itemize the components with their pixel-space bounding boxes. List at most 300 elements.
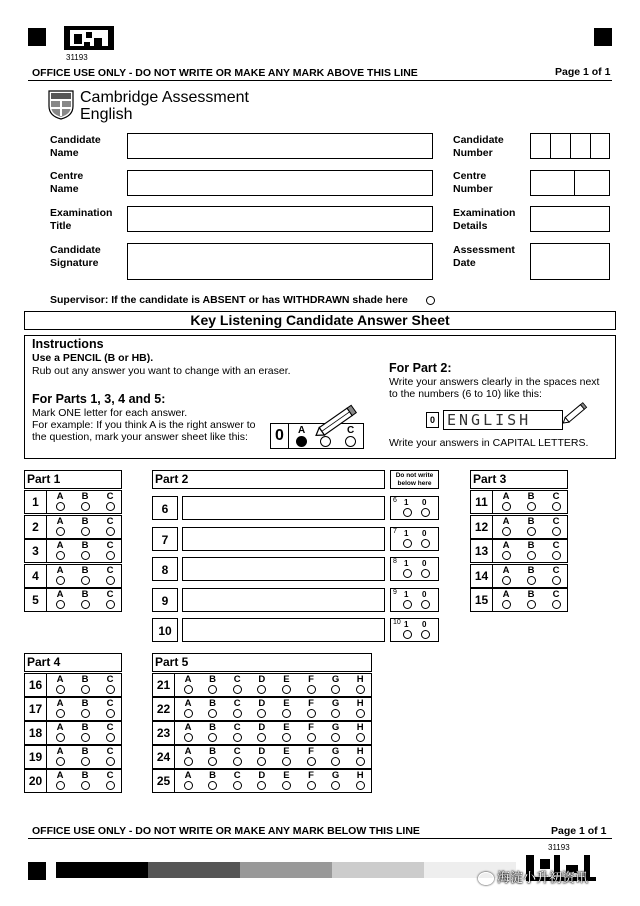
option-a[interactable] [181, 771, 195, 790]
option-letter: A [56, 770, 64, 781]
question-number: 18 [25, 722, 47, 744]
answer-bubble[interactable] [56, 733, 65, 742]
answer-bubble[interactable] [233, 757, 242, 766]
option-a[interactable] [53, 492, 67, 511]
score-label-0: 0 [422, 498, 427, 507]
option-letter: E [283, 770, 290, 781]
answer-bubble[interactable] [208, 757, 217, 766]
option-letter: E [283, 674, 290, 685]
option-a[interactable] [499, 517, 513, 536]
answer-bubble[interactable] [527, 502, 536, 511]
answer-bubble[interactable] [527, 551, 536, 560]
part1-title: Part 1 [24, 470, 122, 489]
option-c[interactable] [549, 492, 563, 511]
answer-bubble[interactable] [184, 685, 193, 694]
eraser-instruction: Rub out any answer you want to change with an eraser. [32, 365, 291, 377]
score-label-1: 1 [404, 620, 409, 629]
answer-bubble[interactable] [356, 757, 365, 766]
part2-title: Part 2 [152, 470, 385, 489]
exam-title-field[interactable] [127, 206, 433, 232]
part2-heading: For Part 2: [389, 361, 452, 375]
answer-bubble[interactable] [331, 757, 340, 766]
part2-line2: to the numbers (6 to 10) like this: [389, 388, 542, 400]
question-number: 3 [25, 540, 47, 562]
option-a[interactable] [53, 747, 67, 766]
option-c[interactable] [103, 590, 117, 609]
option-a[interactable] [181, 699, 195, 718]
answer-bubble[interactable] [356, 781, 365, 790]
answer-bubble[interactable] [527, 527, 536, 536]
option-letter: B [209, 746, 217, 757]
answer-bubble[interactable] [282, 781, 291, 790]
question-number: 5 [25, 589, 47, 611]
option-c[interactable] [549, 541, 563, 560]
office-use-top-text: OFFICE USE ONLY - DO NOT WRITE OR MAKE ANY MARK ABOVE THIS LINE [32, 67, 418, 79]
option-g[interactable] [329, 675, 343, 694]
part2-answer-field[interactable] [182, 557, 385, 581]
part2-example-box: 0 [426, 412, 439, 428]
answer-bubble[interactable] [552, 527, 561, 536]
do-not-write-label: Do not write below here [390, 470, 439, 489]
part2-answer-row [152, 618, 385, 642]
question-number: 1 [25, 491, 47, 513]
answer-bubble[interactable] [331, 781, 340, 790]
answer-row [24, 588, 122, 612]
answer-bubble[interactable] [257, 781, 266, 790]
option-c[interactable] [549, 590, 563, 609]
answer-bubble[interactable] [106, 709, 115, 718]
answer-bubble[interactable] [331, 733, 340, 742]
option-c[interactable] [103, 675, 117, 694]
answer-bubble[interactable] [257, 709, 266, 718]
score-label-0: 0 [422, 559, 427, 568]
question-number: 16 [25, 674, 47, 696]
option-b[interactable] [206, 675, 220, 694]
score-bubble-0[interactable] [421, 508, 430, 517]
answer-bubble[interactable] [331, 709, 340, 718]
option-letter: B [209, 698, 217, 709]
answer-bubble[interactable] [307, 757, 316, 766]
option-e[interactable] [279, 747, 293, 766]
centre-number-field[interactable] [530, 170, 610, 196]
part2-answer-row [152, 588, 385, 612]
answer-bubble[interactable] [307, 685, 316, 694]
answer-bubble[interactable] [208, 733, 217, 742]
answer-bubble[interactable] [184, 757, 193, 766]
option-a[interactable] [53, 771, 67, 790]
registration-mark-top-left [28, 28, 46, 46]
example-filled-bubble [296, 436, 307, 447]
answer-bubble[interactable] [356, 733, 365, 742]
answer-bubble[interactable] [552, 600, 561, 609]
answer-bubble[interactable] [257, 733, 266, 742]
option-c[interactable] [103, 492, 117, 511]
option-letter: F [308, 722, 314, 733]
assessment-date-label: Assessment Date [453, 244, 515, 269]
score-bubble-0[interactable] [421, 630, 430, 639]
option-letter: C [106, 515, 114, 527]
answer-bubble[interactable] [56, 685, 65, 694]
score-label-1: 1 [404, 589, 409, 599]
option-letter: A [184, 722, 192, 733]
answer-bubble[interactable] [282, 757, 291, 766]
option-f[interactable] [304, 723, 318, 742]
answer-bubble[interactable] [208, 709, 217, 718]
option-a[interactable] [53, 723, 67, 742]
answer-bubble[interactable] [282, 685, 291, 694]
question-number: 19 [25, 746, 47, 768]
answer-bubble[interactable] [81, 527, 90, 536]
option-a[interactable] [181, 675, 195, 694]
answer-bubble[interactable] [56, 781, 65, 790]
signature-field[interactable] [127, 243, 433, 280]
answer-bubble[interactable] [282, 733, 291, 742]
absent-shade-bubble[interactable] [426, 296, 435, 305]
answer-bubble[interactable] [552, 576, 561, 585]
option-letter: C [106, 698, 114, 709]
question-number: 7 [152, 527, 178, 551]
answer-bubble[interactable] [257, 757, 266, 766]
answer-bubble[interactable] [106, 576, 115, 585]
option-c[interactable] [103, 699, 117, 718]
option-b[interactable] [524, 566, 538, 585]
answer-bubble[interactable] [81, 502, 90, 511]
option-a[interactable] [499, 566, 513, 585]
answer-bubble[interactable] [56, 551, 65, 560]
answer-row [470, 490, 568, 514]
answer-row [152, 745, 372, 769]
answer-bubble[interactable] [356, 709, 365, 718]
assessment-date-field[interactable] [530, 243, 610, 280]
answer-row [24, 490, 122, 514]
exam-title-label: Examination Title [50, 207, 113, 232]
option-c[interactable] [103, 566, 117, 585]
option-b[interactable] [206, 747, 220, 766]
option-d[interactable] [255, 747, 269, 766]
score-bubble-0[interactable] [421, 569, 430, 578]
option-c[interactable] [103, 541, 117, 560]
option-c[interactable] [230, 723, 244, 742]
option-letter: B [209, 722, 217, 733]
answer-bubble[interactable] [527, 576, 536, 585]
answer-bubble[interactable] [184, 733, 193, 742]
answer-row [152, 697, 372, 721]
cambridge-shield-icon [48, 90, 74, 120]
answer-bubble[interactable] [331, 685, 340, 694]
question-number: 2 [25, 516, 47, 538]
option-d[interactable] [255, 723, 269, 742]
option-e[interactable] [279, 675, 293, 694]
option-letter: B [81, 589, 89, 600]
option-letter: C [552, 564, 560, 576]
answer-bubble[interactable] [56, 600, 65, 609]
answer-bubble[interactable] [307, 709, 316, 718]
option-letter: B [527, 491, 535, 502]
option-b[interactable] [524, 541, 538, 560]
logo-text-line2: English [80, 106, 133, 123]
answer-bubble[interactable] [257, 685, 266, 694]
option-letter: C [552, 540, 560, 551]
option-letter: B [527, 564, 535, 576]
option-g[interactable] [329, 771, 343, 790]
option-b[interactable] [524, 492, 538, 511]
option-a[interactable] [499, 541, 513, 560]
centre-name-label: Centre Name [50, 170, 84, 195]
answer-bubble[interactable] [106, 600, 115, 609]
option-b[interactable] [206, 699, 220, 718]
answer-bubble[interactable] [81, 600, 90, 609]
answer-bubble[interactable] [106, 527, 115, 536]
question-number: 6 [152, 496, 178, 520]
option-f[interactable] [304, 675, 318, 694]
option-letter: C [106, 540, 114, 551]
option-a[interactable] [499, 590, 513, 609]
option-b[interactable] [524, 590, 538, 609]
option-a[interactable] [53, 517, 67, 536]
option-e[interactable] [279, 723, 293, 742]
answer-bubble[interactable] [552, 551, 561, 560]
score-bubble-1[interactable] [403, 569, 412, 578]
question-number: 4 [25, 565, 47, 587]
option-letter: A [502, 491, 510, 502]
option-letter: C [233, 722, 241, 733]
option-letter: C [552, 515, 560, 527]
part2-answer-field[interactable] [182, 588, 385, 612]
bottom-divider [28, 838, 612, 839]
option-c[interactable] [103, 771, 117, 790]
option-letter: D [258, 698, 266, 709]
answer-row [470, 588, 568, 612]
answer-bubble[interactable] [233, 685, 242, 694]
score-bubble-1[interactable] [403, 539, 412, 548]
option-a[interactable] [53, 699, 67, 718]
option-letter: G [331, 698, 340, 709]
option-h[interactable] [353, 699, 367, 718]
answer-bubble[interactable] [106, 757, 115, 766]
option-b[interactable] [206, 771, 220, 790]
option-h[interactable] [353, 771, 367, 790]
option-c[interactable] [549, 517, 563, 536]
option-letter: C [106, 746, 114, 757]
exam-details-field[interactable] [530, 206, 610, 232]
answer-bubble[interactable] [208, 685, 217, 694]
answer-bubble[interactable] [208, 781, 217, 790]
question-number: 23 [153, 722, 175, 744]
option-a[interactable] [53, 541, 67, 560]
option-letter: B [527, 515, 535, 527]
option-letter: H [356, 698, 364, 709]
part2-example-word: ENGLISH [443, 410, 563, 430]
candidate-name-field[interactable] [127, 133, 433, 159]
score-bubble-1[interactable] [403, 508, 412, 517]
answer-bubble[interactable] [233, 781, 242, 790]
option-f[interactable] [304, 771, 318, 790]
option-letter: B [209, 770, 217, 781]
part2-answer-field[interactable] [182, 496, 385, 520]
option-b[interactable] [78, 566, 92, 585]
score-bubble-0[interactable] [421, 600, 430, 609]
part5-title: Part 5 [152, 653, 372, 672]
option-a[interactable] [53, 590, 67, 609]
answer-bubble[interactable] [106, 733, 115, 742]
part2-answer-field[interactable] [182, 618, 385, 642]
option-h[interactable] [353, 747, 367, 766]
option-g[interactable] [329, 747, 343, 766]
sheet-title: Key Listening Candidate Answer Sheet [24, 311, 616, 330]
option-b[interactable] [78, 771, 92, 790]
option-c[interactable] [230, 699, 244, 718]
barcode-top [64, 26, 114, 50]
pencil-instruction: Use a PENCIL (B or HB). [32, 352, 154, 364]
option-letter: B [81, 540, 89, 551]
answer-bubble[interactable] [56, 576, 65, 585]
option-b[interactable] [78, 541, 92, 560]
option-a[interactable] [53, 675, 67, 694]
answer-bubble[interactable] [81, 757, 90, 766]
option-b[interactable] [78, 492, 92, 511]
answer-bubble[interactable] [106, 781, 115, 790]
option-e[interactable] [279, 771, 293, 790]
option-letter: A [502, 540, 510, 551]
score-label-1: 1 [404, 498, 409, 507]
option-a[interactable] [499, 492, 513, 511]
option-letter: A [56, 722, 64, 733]
option-b[interactable] [78, 723, 92, 742]
option-d[interactable] [255, 699, 269, 718]
answer-bubble[interactable] [552, 502, 561, 511]
answer-bubble[interactable] [356, 685, 365, 694]
option-c[interactable] [230, 675, 244, 694]
option-c[interactable] [230, 771, 244, 790]
answer-bubble[interactable] [56, 709, 65, 718]
option-d[interactable] [255, 675, 269, 694]
option-b[interactable] [78, 699, 92, 718]
option-c[interactable] [103, 723, 117, 742]
parts135-heading: For Parts 1, 3, 4 and 5: [32, 392, 166, 406]
option-letter: B [81, 674, 89, 685]
answer-bubble[interactable] [106, 502, 115, 511]
answer-bubble[interactable] [56, 757, 65, 766]
option-letter: C [106, 770, 114, 781]
answer-bubble[interactable] [81, 576, 90, 585]
form-code-bottom: 31193 [548, 843, 570, 852]
part2-answer-row [152, 496, 385, 520]
answer-bubble[interactable] [81, 733, 90, 742]
answer-bubble[interactable] [106, 685, 115, 694]
option-letter: B [81, 515, 89, 527]
option-letter: H [356, 674, 364, 685]
option-b[interactable] [78, 675, 92, 694]
answer-bubble[interactable] [502, 600, 511, 609]
answer-bubble[interactable] [233, 733, 242, 742]
answer-bubble[interactable] [307, 733, 316, 742]
option-a[interactable] [53, 566, 67, 585]
candidate-number-field[interactable] [530, 133, 610, 159]
centre-number-label: Centre Number [453, 170, 493, 195]
answer-bubble[interactable] [502, 551, 511, 560]
answer-bubble[interactable] [56, 527, 65, 536]
option-letter: G [331, 674, 340, 685]
question-number: 8 [152, 557, 178, 581]
option-letter: H [356, 746, 364, 757]
top-divider [28, 80, 612, 81]
question-number: 14 [471, 565, 493, 587]
score-bubble-1[interactable] [403, 600, 412, 609]
option-letter: G [331, 770, 340, 781]
option-b[interactable] [524, 517, 538, 536]
option-c[interactable] [103, 517, 117, 536]
examiner-score-box [390, 618, 439, 642]
score-bubble-0[interactable] [421, 539, 430, 548]
option-c[interactable] [549, 566, 563, 585]
option-f[interactable] [304, 699, 318, 718]
answer-bubble[interactable] [502, 576, 511, 585]
answer-bubble[interactable] [81, 685, 90, 694]
answer-bubble[interactable] [307, 781, 316, 790]
score-bubble-1[interactable] [403, 630, 412, 639]
candidate-number-label: Candidate Number [453, 134, 504, 159]
score-label-0: 0 [422, 620, 427, 629]
option-g[interactable] [329, 699, 343, 718]
part2-line1: Write your answers clearly in the spaces next [389, 376, 600, 388]
candidate-name-label: Candidate Name [50, 134, 101, 159]
page-indicator-top: Page 1 of 1 [555, 66, 611, 78]
examiner-score-box [390, 588, 439, 612]
option-letter: A [502, 564, 510, 576]
option-b[interactable] [78, 747, 92, 766]
parts135-line2: For example: If you think A is the right answer to [32, 419, 256, 431]
answer-bubble[interactable] [502, 527, 511, 536]
question-number: 21 [153, 674, 175, 696]
option-a[interactable] [181, 747, 195, 766]
answer-row [24, 673, 122, 697]
answer-bubble[interactable] [81, 781, 90, 790]
option-h[interactable] [353, 675, 367, 694]
option-letter: B [527, 589, 535, 600]
option-letter: A [502, 589, 510, 600]
centre-name-field[interactable] [127, 170, 433, 196]
option-b[interactable] [78, 517, 92, 536]
option-b[interactable] [206, 723, 220, 742]
part2-answer-row [152, 557, 385, 581]
answer-bubble[interactable] [106, 551, 115, 560]
answer-bubble[interactable] [233, 709, 242, 718]
answer-bubble[interactable] [282, 709, 291, 718]
answer-bubble[interactable] [56, 502, 65, 511]
option-c[interactable] [230, 747, 244, 766]
question-number: 17 [25, 698, 47, 720]
option-e[interactable] [279, 699, 293, 718]
answer-bubble[interactable] [81, 709, 90, 718]
option-letter: A [184, 770, 192, 781]
option-a[interactable] [181, 723, 195, 742]
pencil-icon-small [559, 402, 589, 426]
option-d[interactable] [255, 771, 269, 790]
score-label-0: 0 [422, 589, 427, 599]
option-c[interactable] [103, 747, 117, 766]
option-b[interactable] [78, 590, 92, 609]
answer-bubble[interactable] [81, 551, 90, 560]
option-h[interactable] [353, 723, 367, 742]
answer-bubble[interactable] [184, 709, 193, 718]
answer-bubble[interactable] [502, 502, 511, 511]
part2-answer-field[interactable] [182, 527, 385, 551]
option-g[interactable] [329, 723, 343, 742]
option-f[interactable] [304, 747, 318, 766]
answer-bubble[interactable] [184, 781, 193, 790]
answer-bubble[interactable] [527, 600, 536, 609]
score-label-1: 1 [404, 528, 409, 538]
